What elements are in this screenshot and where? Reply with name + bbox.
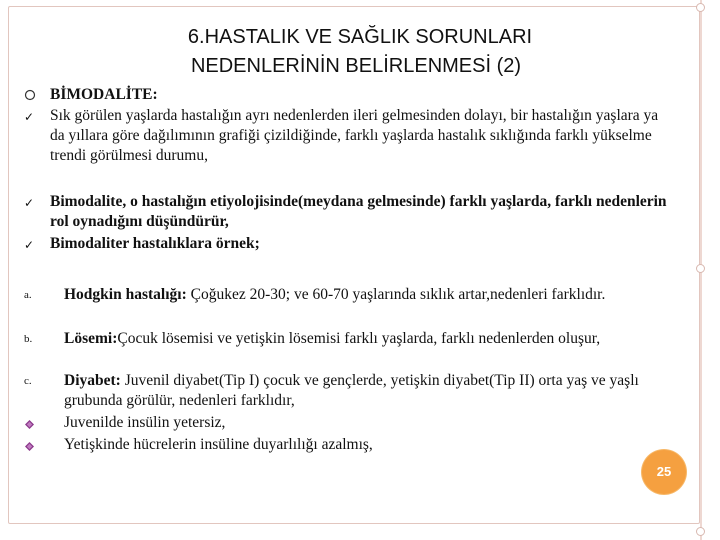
- diamond-bullet-icon: [25, 420, 34, 429]
- example-label: Hodgkin hastalığı:: [64, 286, 187, 303]
- page-number-badge: 25: [642, 450, 686, 494]
- bullet-etiology: Bimodalite, o hastalığın etiyolojisinde(meydana gelmesinde) farklı yaşlarda, farklı nedenlerin rol oynadığını düşündürür,: [50, 193, 667, 230]
- example-diyabet: [64, 371, 674, 411]
- list-marker-c: c.: [24, 375, 32, 387]
- slide-title-line-2: NEDENLERİNİN BELİRLENMESİ (2): [190, 55, 522, 77]
- example-text: Çocuk lösemisi ve yetişkin lösemisi farklı yaşlarda, farklı nedenlerden oluşur,: [117, 330, 601, 347]
- example-hodgkin: [64, 285, 674, 305]
- check-icon: ✓: [24, 110, 35, 124]
- sub-item-yetiskin: Yetişkinde hücrelerin insüline duyarlılığı azalmış,: [64, 436, 373, 453]
- check-icon: ✓: [24, 238, 35, 252]
- example-text: Çoğukez 20-30; ve 60-70 yaşlarında sıklık artar,nedenleri farklıdır.: [186, 286, 606, 303]
- decorative-dot: [696, 264, 705, 273]
- decorative-dot: [696, 3, 705, 12]
- sub-item-juvenil: Juvenilde insülin yetersiz,: [64, 414, 226, 431]
- example-label: Diyabet:: [64, 372, 121, 389]
- bullet-definition: Sık görülen yaşlarda hastalığın ayrı nedenlerden ileri gelmesinden dolayı, bir hastalığın yaşlara ya da yıllara göre dağılımının grafiği çizildiğinde, farklı yaşlarda hastalık sıklığında farklı yükselme trendi görülmesi durumu,: [50, 107, 659, 164]
- heading-bimodalite: BİMODALİTE:: [50, 86, 158, 103]
- decorative-dot: [696, 527, 705, 536]
- check-icon: ✓: [24, 196, 35, 210]
- slide-title-line-1: 6.HASTALIK VE SAĞLIK SORUNLARI: [187, 26, 533, 48]
- list-marker-b: b.: [24, 333, 33, 345]
- bullet-examples-intro: Bimodaliter hastalıklara örnek;: [50, 235, 260, 252]
- example-label: Lösemi:: [64, 330, 118, 347]
- list-marker-a: a.: [24, 289, 32, 301]
- circle-bullet-icon: [24, 89, 36, 101]
- example-text: Juvenil diyabet(Tip I) çocuk ve gençlerde, yetişkin diyabet(Tip II) orta yaş ve yaşlı grubunda görülür, nedenleri farklıdır,: [64, 372, 639, 409]
- example-losemi: [64, 329, 674, 349]
- diamond-bullet-icon: [25, 442, 34, 451]
